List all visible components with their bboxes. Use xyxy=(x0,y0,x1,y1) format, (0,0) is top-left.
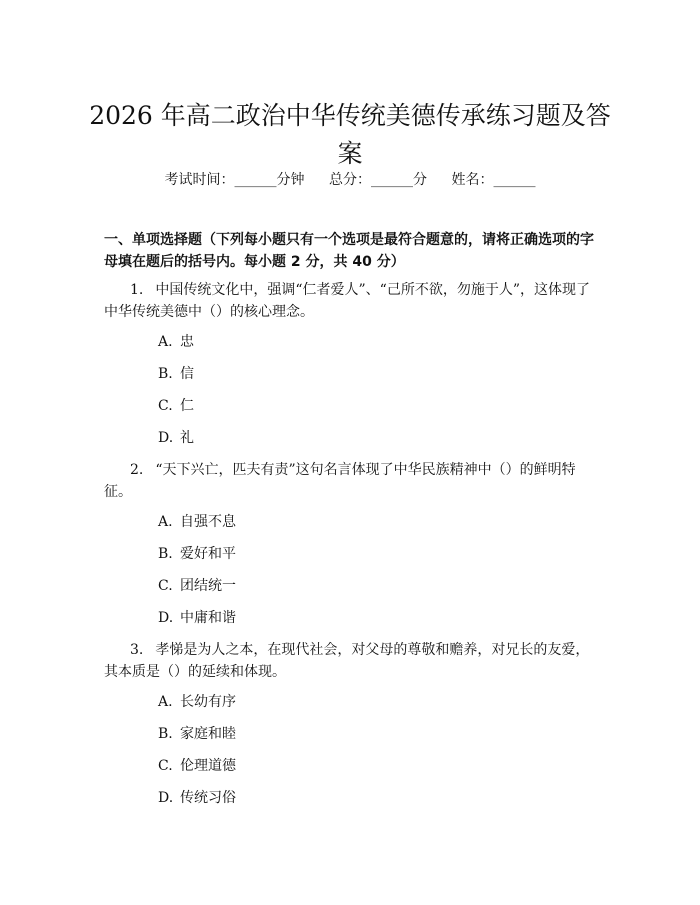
option-text: 爱好和平 xyxy=(180,546,236,562)
option-d[interactable] xyxy=(158,609,236,627)
exam-time-field: 考试时间：______分钟 xyxy=(164,172,305,188)
option-a[interactable] xyxy=(158,333,194,351)
question-number: 1. xyxy=(130,282,144,298)
option-a[interactable] xyxy=(158,513,236,531)
question-text: “天下兴亡，匹夫有责”这句名言体现了中华民族精神中（）的鲜明特征。 xyxy=(104,462,576,500)
option-text: 团结统一 xyxy=(180,578,236,594)
option-letter: A. xyxy=(158,694,173,710)
option-d[interactable] xyxy=(158,429,194,447)
option-text: 长幼有序 xyxy=(180,694,236,710)
option-text: 传统习俗 xyxy=(180,790,236,806)
option-text: 自强不息 xyxy=(180,514,236,530)
option-c[interactable] xyxy=(158,577,236,595)
option-b[interactable] xyxy=(158,365,194,383)
question-text: 中国传统文化中，强调“仁者爱人”、“己所不欲，勿施于人”，这体现了中华传统美德中（）的核心理念。 xyxy=(104,282,590,320)
question-text: 孝悌是为人之本，在现代社会，对父母的尊敬和赡养，对兄长的友爱，其本质是（）的延续和体现。 xyxy=(104,642,590,680)
question-3 xyxy=(104,639,596,683)
option-letter: A. xyxy=(158,334,173,350)
option-letter: B. xyxy=(158,366,173,382)
question-1 xyxy=(104,279,596,323)
option-b[interactable] xyxy=(158,545,236,563)
student-name-field: 姓名：______ xyxy=(451,172,536,188)
option-d[interactable] xyxy=(158,789,236,807)
option-text: 家庭和睦 xyxy=(180,726,236,742)
option-a[interactable] xyxy=(158,693,236,711)
option-b[interactable] xyxy=(158,725,236,743)
section-heading: 一、单项选择题（下列每小题只有一个选项是最符合题意的，请将正确选项的字母填在题后的括号内。每小题 2 分，共 40 分） xyxy=(104,232,594,270)
option-letter: C. xyxy=(158,398,173,414)
option-letter: D. xyxy=(158,610,174,626)
question-number: 2. xyxy=(130,462,144,478)
option-letter: A. xyxy=(158,514,173,530)
question-number: 3. xyxy=(130,642,144,658)
option-letter: B. xyxy=(158,546,173,562)
exam-info-line xyxy=(0,171,700,189)
document-title: 2026 年高二政治中华传统美德传承练习题及答案 xyxy=(89,100,611,168)
option-text: 伦理道德 xyxy=(180,758,236,774)
option-c[interactable] xyxy=(158,757,236,775)
option-text: 礼 xyxy=(180,430,194,446)
question-2 xyxy=(104,459,596,503)
option-text: 中庸和谐 xyxy=(180,610,236,626)
option-text: 信 xyxy=(180,366,194,382)
option-letter: C. xyxy=(158,578,173,594)
option-letter: C. xyxy=(158,758,173,774)
option-text: 忠 xyxy=(180,334,194,350)
option-letter: D. xyxy=(158,430,174,446)
option-c[interactable] xyxy=(158,397,194,415)
option-letter: B. xyxy=(158,726,173,742)
option-letter: D. xyxy=(158,790,174,806)
total-score-field: 总分：______分 xyxy=(329,172,427,188)
option-text: 仁 xyxy=(180,398,194,414)
